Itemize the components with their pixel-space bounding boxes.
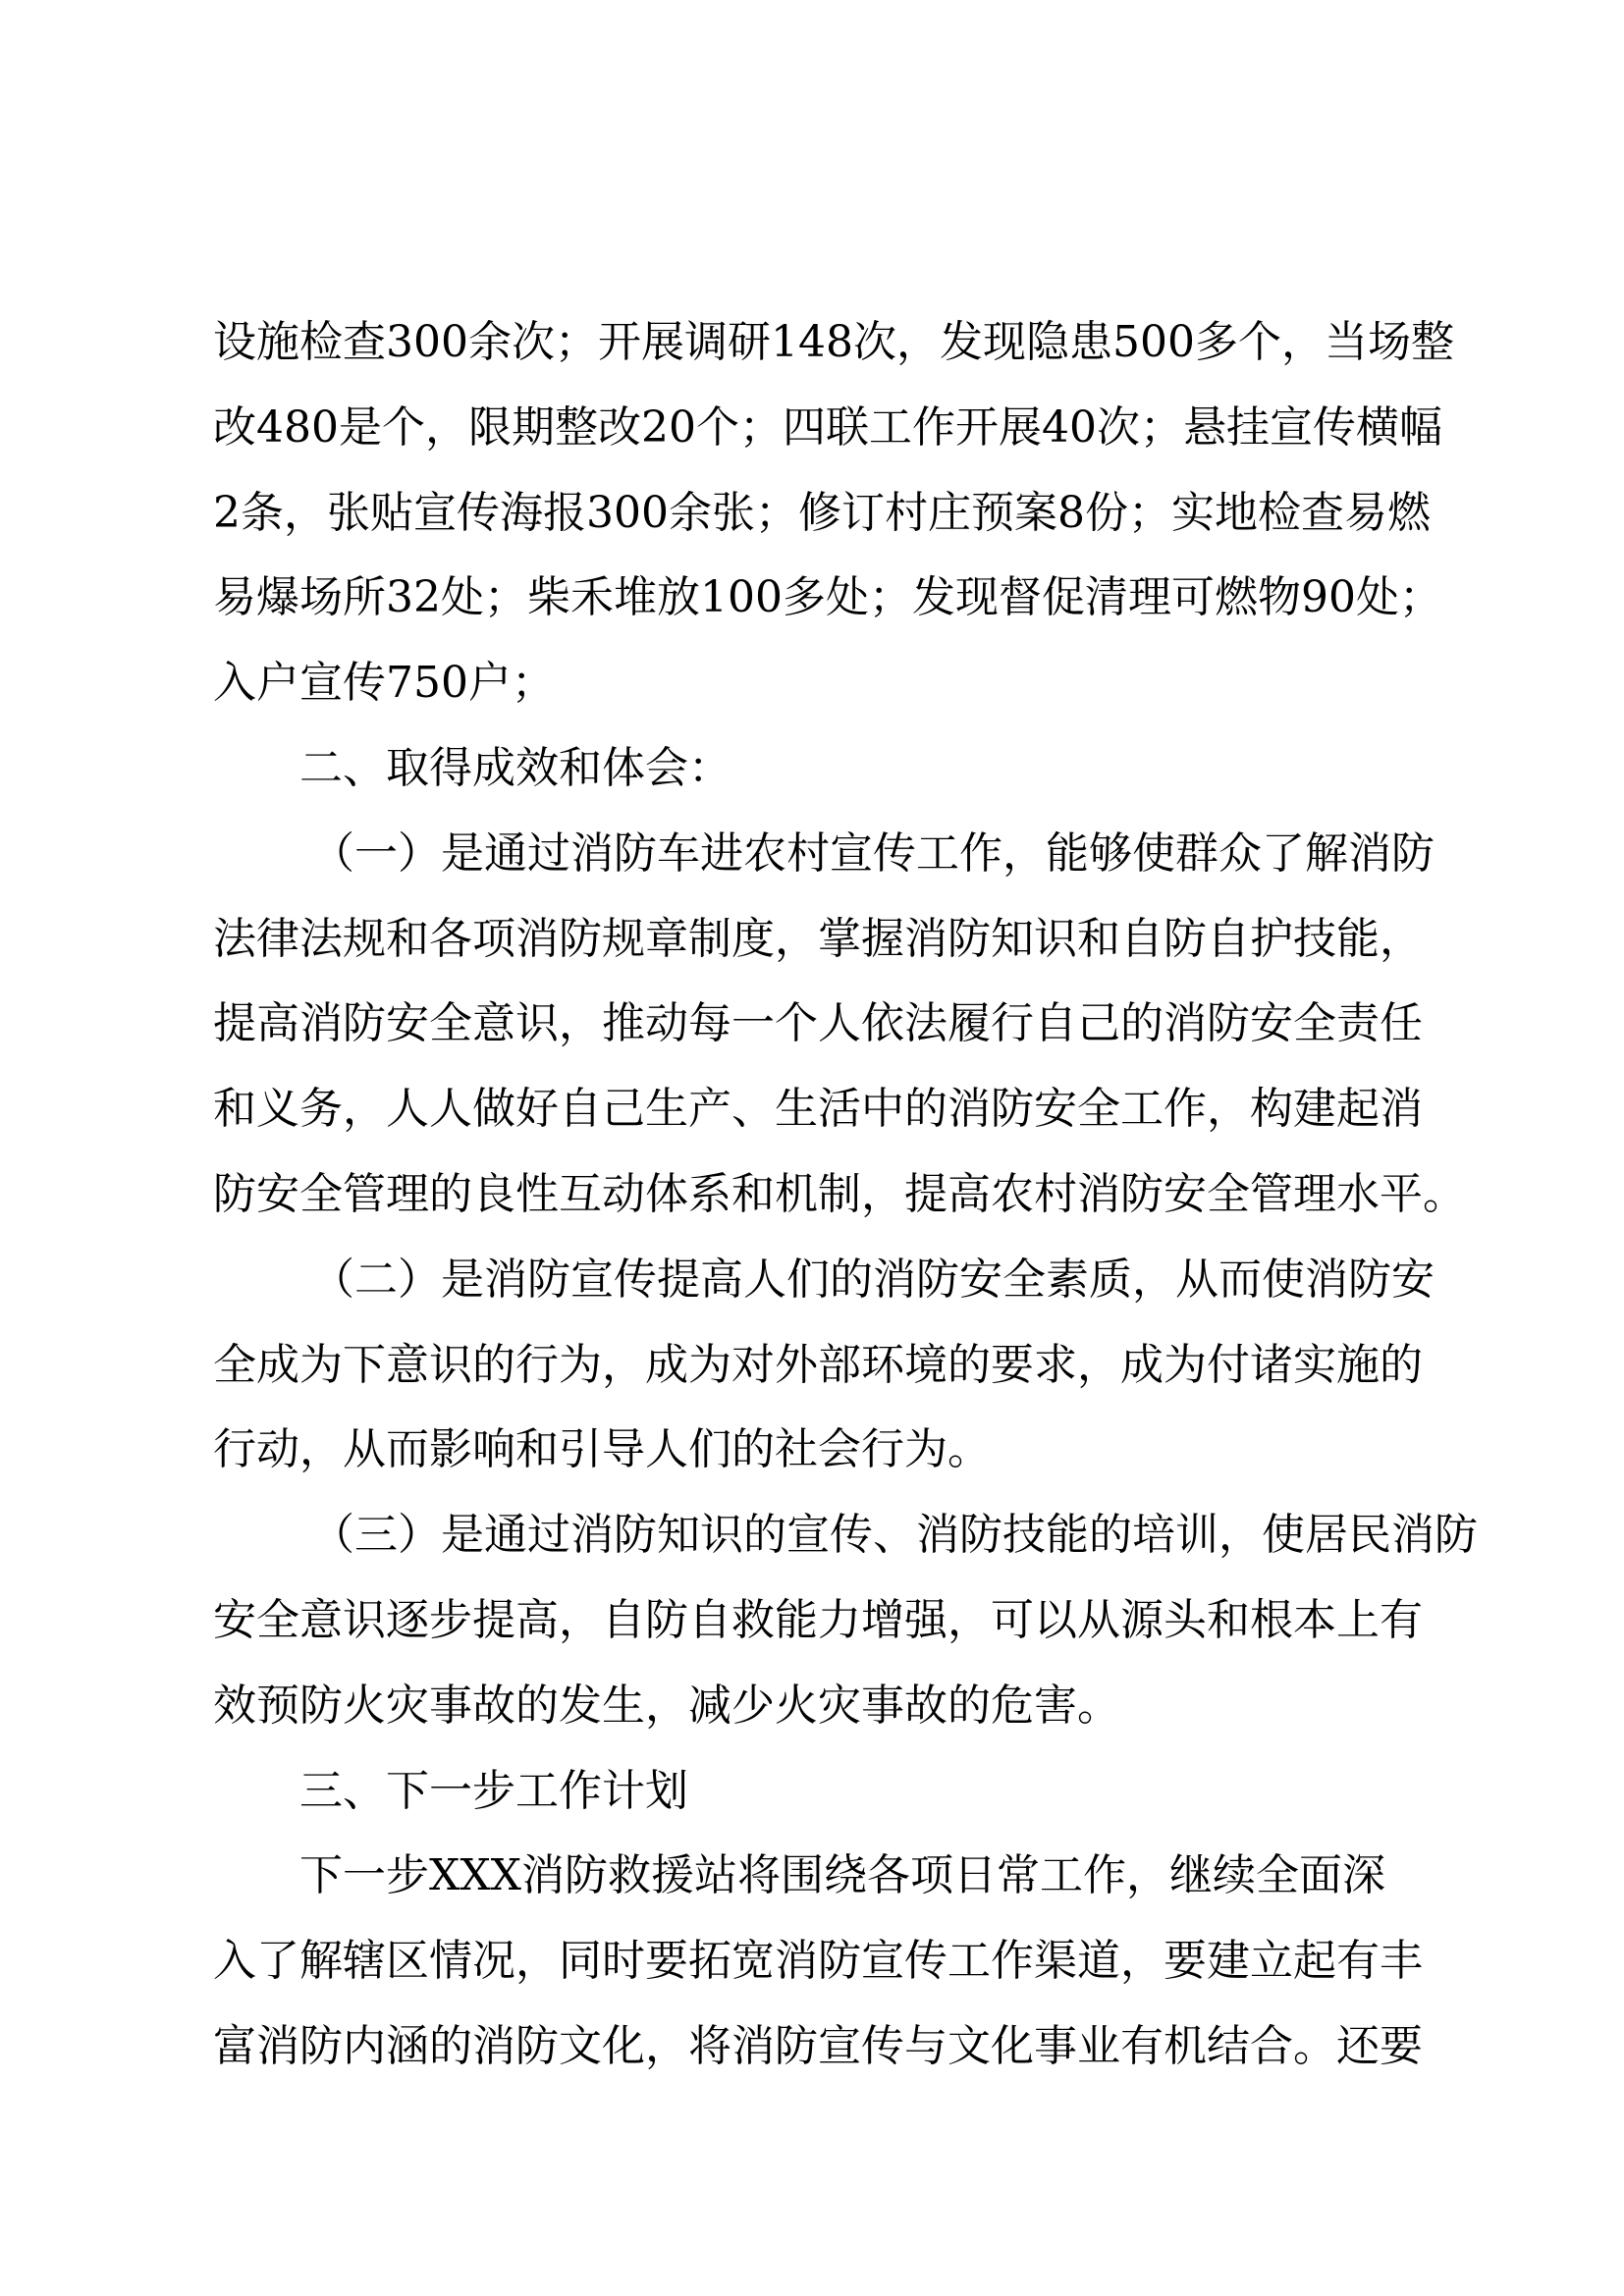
paragraph-line: 改480是个，限期整改20个；四联工作开展40次；悬挂宣传横幅 <box>213 401 1442 453</box>
paragraph-line: 行动，从而影响和引导人们的社会行为。 <box>213 1424 991 1475</box>
paragraph-line: 安全意识逐步提高，自防自救能力增强，可以从源头和根本上有 <box>213 1594 1423 1645</box>
paragraph-line: 全成为下意识的行为，成为对外部环境的要求，成为付诸实施的 <box>213 1339 1423 1390</box>
document-body <box>213 312 1478 2102</box>
paragraph-line: 下一步XXX消防救援站将围绕各项日常工作，继续全面深 <box>299 1850 1385 1901</box>
paragraph-line: 入户宣传750户； <box>213 658 555 709</box>
paragraph-line: 和义务，人人做好自己生产、生活中的消防安全工作，构建起消 <box>213 1084 1423 1135</box>
section-heading: 三、下一步工作计划 <box>299 1765 688 1816</box>
paragraph-line: 法律法规和各项消防规章制度，掌握消防知识和自防自护技能， <box>213 913 1423 964</box>
section-heading: 二、取得成效和体会： <box>299 742 731 793</box>
paragraph-line: 入了解辖区情况，同时要拓宽消防宣传工作渠道，要建立起有丰 <box>213 1936 1423 1987</box>
paragraph-line: 2条，张贴宣传海报300余张；修订村庄预案8份；实地检查易燃 <box>213 487 1431 538</box>
paragraph-line: 效预防火灾事故的发生，减少火灾事故的危害。 <box>213 1680 1120 1731</box>
paragraph-line: （一）是通过消防车进农村宣传工作，能够使群众了解消防 <box>311 828 1435 879</box>
paragraph-line: 易爆场所32处；柴禾堆放100多处；发现督促清理可燃物90处； <box>213 572 1442 623</box>
paragraph-line: 设施检查300余次；开展调研148次，发现隐患500多个，当场整 <box>213 317 1454 367</box>
paragraph-line: 富消防内涵的消防文化，将消防宣传与文化事业有机结合。还要 <box>213 2020 1423 2071</box>
paragraph-line: 防安全管理的良性互动体系和机制，提高农村消防安全管理水平。 <box>213 1168 1466 1219</box>
paragraph-line: （二）是消防宣传提高人们的消防安全素质，从而使消防安 <box>311 1254 1435 1305</box>
paragraph-line: 提高消防安全意识，推动每一个人依法履行自己的消防安全责任 <box>213 998 1423 1049</box>
paragraph-line: （三）是通过消防知识的宣传、消防技能的培训，使居民消防 <box>311 1510 1478 1561</box>
